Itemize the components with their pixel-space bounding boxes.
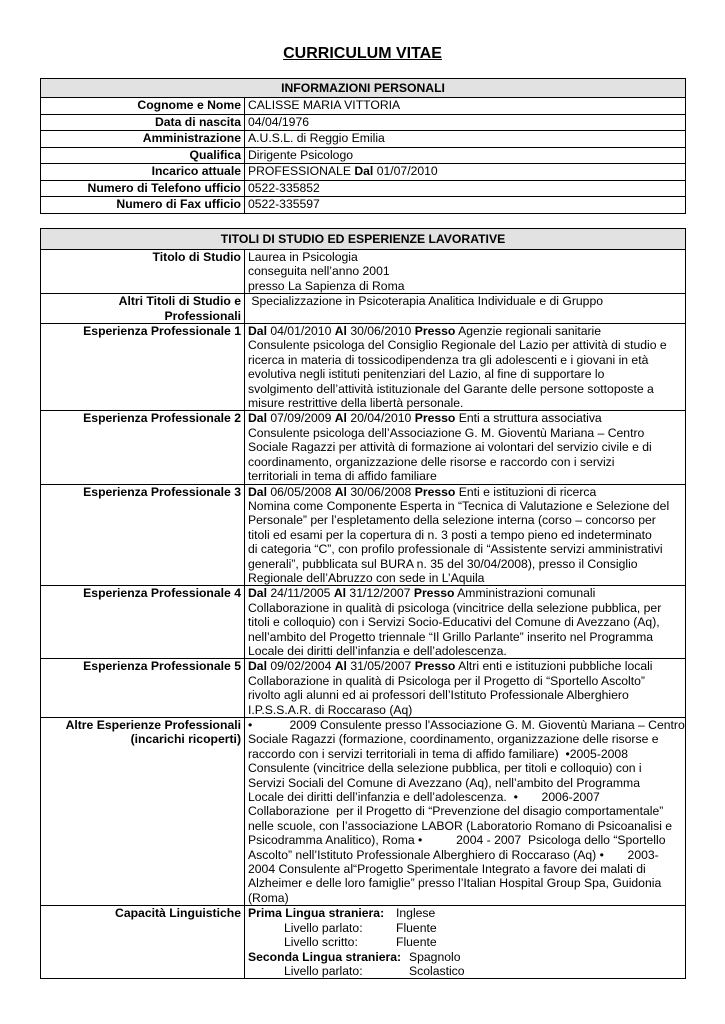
text-segment: Agenzie regionali sanitarie bbox=[455, 324, 602, 339]
label-line: Amministrazione bbox=[142, 131, 241, 145]
row-value bbox=[245, 98, 686, 115]
value-line bbox=[248, 455, 682, 469]
value-line bbox=[248, 601, 682, 615]
row-label bbox=[41, 180, 245, 197]
value-line bbox=[248, 819, 682, 833]
row-label bbox=[41, 114, 245, 131]
text-segment: Collaborazione per il Progetto di “Prevenzione del disagio comportamentale” bbox=[248, 804, 664, 819]
text-segment: 30/06/2010 bbox=[346, 324, 415, 339]
bold-text-segment: Al bbox=[334, 659, 347, 674]
value-line bbox=[248, 98, 682, 114]
text-segment: Specializzazione in Psicoterapia Analitica Individuale e di Gruppo bbox=[248, 294, 604, 309]
label-line: Titolo di Studio bbox=[152, 250, 241, 264]
value-line bbox=[248, 469, 682, 483]
text-segment: territoriali in tema di affido familiare bbox=[248, 469, 437, 484]
personal-info-rows bbox=[41, 98, 686, 214]
row-value bbox=[245, 114, 686, 131]
value-line bbox=[248, 197, 682, 213]
bold-text-segment: Dal bbox=[248, 484, 267, 499]
text-segment: Enti a struttura associativa bbox=[455, 411, 602, 426]
text-segment: rivolto agli alunni ed ai professori dell’Istituto Professionale Alberghiero bbox=[248, 688, 629, 703]
bold-text-segment: Dal bbox=[248, 659, 267, 674]
language-level-line bbox=[248, 964, 682, 978]
row-value bbox=[245, 484, 686, 586]
row-value bbox=[245, 180, 686, 197]
row-value bbox=[245, 197, 686, 214]
value-line bbox=[248, 264, 682, 278]
row-data-di-nascita bbox=[41, 114, 686, 131]
text-segment: 07/09/2009 bbox=[266, 411, 335, 426]
text-segment: Psicodramma Analitico), Roma • 2004 - 2007 Psicologa dello “Sportello bbox=[248, 833, 666, 848]
bold-text-segment: Presso bbox=[414, 324, 456, 339]
bold-text-segment: Presso bbox=[413, 586, 455, 601]
value-line bbox=[248, 485, 682, 499]
value-line bbox=[248, 659, 682, 673]
row-label bbox=[41, 484, 245, 586]
row-capacita-linguistiche bbox=[41, 906, 686, 979]
value-line bbox=[248, 440, 682, 454]
text-segment: 24/11/2005 bbox=[266, 586, 334, 601]
label-line: Cognome e Nome bbox=[137, 98, 241, 112]
label-line: Altri Titoli di Studio e bbox=[118, 294, 241, 309]
label-line: Incarico attuale bbox=[151, 164, 241, 178]
row-titolo-di-studio bbox=[41, 250, 686, 294]
row-label bbox=[41, 294, 245, 324]
text-segment: ricerca in materia di tossicodipendenza tra gli adolescenti e i giovani in età bbox=[248, 352, 649, 367]
text-segment: coordinamento, organizzazione delle risorse e raccordo con i servizi bbox=[248, 454, 615, 469]
value-line bbox=[248, 615, 682, 629]
row-amministrazione bbox=[41, 131, 686, 148]
row-label bbox=[41, 164, 245, 181]
text-segment: titoli e colloquio) con i Servizi Socio-Educativi del Comune di Avezzano (Aq), bbox=[248, 615, 660, 630]
row-esperienza-professionale-2 bbox=[41, 411, 686, 484]
row-value bbox=[245, 324, 686, 411]
text-segment: (Roma) bbox=[248, 890, 289, 905]
value-line bbox=[248, 674, 682, 688]
text-segment: Consulente psicologa del Consiglio Regionale del Lazio per attività di studio e bbox=[248, 338, 667, 353]
bold-text-segment: Presso bbox=[414, 484, 456, 499]
row-label bbox=[41, 250, 245, 294]
value-line bbox=[248, 862, 682, 876]
text-segment: raccordo con i servizi territoriali in tema di affido familiare) •2005-2008 bbox=[248, 746, 628, 761]
row-incarico-attuale bbox=[41, 164, 686, 181]
value-line bbox=[248, 586, 682, 600]
value-line bbox=[248, 528, 682, 542]
row-label bbox=[41, 147, 245, 164]
bold-text-segment: Dal bbox=[248, 411, 267, 426]
value-line bbox=[248, 761, 682, 775]
language-title-line bbox=[248, 906, 682, 920]
value-line bbox=[248, 411, 682, 425]
row-numero-di-telefono-ufficio bbox=[41, 180, 686, 197]
value-line bbox=[248, 164, 682, 180]
bold-text-segment: Dal bbox=[248, 586, 267, 601]
education-experience-header: TITOLI DI STUDIO ED ESPERIENZE LAVORATIVE bbox=[41, 229, 686, 250]
value-line bbox=[248, 688, 682, 702]
page-title: CURRICULUM VITAE bbox=[283, 45, 442, 62]
value-line bbox=[248, 630, 682, 644]
text-segment: Amministrazioni comunali bbox=[454, 586, 596, 601]
value-line bbox=[248, 324, 682, 338]
label-line: Numero di Fax ufficio bbox=[116, 197, 241, 211]
education-experience-rows bbox=[41, 250, 686, 979]
row-esperienza-professionale-1 bbox=[41, 324, 686, 411]
text-segment: 31/05/2007 bbox=[346, 659, 415, 674]
text-segment: CALISSE MARIA VITTORIA bbox=[248, 98, 401, 112]
personal-info-header: INFORMAZIONI PERSONALI bbox=[41, 79, 686, 98]
language-block bbox=[248, 950, 682, 979]
row-label bbox=[41, 718, 245, 906]
text-segment: Enti e istituzioni di ricerca bbox=[455, 484, 597, 499]
value-line bbox=[248, 499, 682, 513]
text-segment: Personale” per l’espletamento della selezione interna (corso – concorso per bbox=[248, 513, 656, 528]
language-level-line bbox=[248, 935, 682, 949]
level-value: Fluente bbox=[396, 935, 437, 950]
text-segment: 06/05/2008 bbox=[266, 484, 335, 499]
label-line: Qualifica bbox=[189, 147, 241, 162]
language-block bbox=[248, 906, 682, 949]
row-value bbox=[245, 131, 686, 148]
bold-text-segment: Dal bbox=[248, 324, 267, 339]
table-header-row bbox=[41, 229, 686, 250]
text-segment: Laurea in Psicologia bbox=[248, 250, 358, 264]
value-line bbox=[248, 367, 682, 381]
text-segment: generali”, pubblicata sul BURA n. 35 del 30/04/2008), presso il Consiglio bbox=[248, 556, 638, 571]
value-line bbox=[248, 876, 682, 890]
text-segment: A.U.S.L. di Reggio Emilia bbox=[248, 131, 385, 145]
row-value bbox=[245, 294, 686, 324]
value-line bbox=[248, 776, 682, 790]
row-value bbox=[245, 147, 686, 164]
label-line: Altre Esperienze Professionali bbox=[65, 718, 241, 732]
language-level-line bbox=[248, 921, 682, 935]
row-value bbox=[245, 411, 686, 484]
row-altre-esperienze-professionali-incarichi-ricoperti bbox=[41, 718, 686, 906]
label-line: Professionali bbox=[164, 308, 241, 323]
row-value bbox=[245, 659, 686, 718]
text-segment: Nomina come Componente Esperta in “Tecnica di Valutazione e Selezione del bbox=[248, 498, 670, 513]
row-label bbox=[41, 411, 245, 484]
text-segment: Locale dei diritti dell’infanzia e dell’adolescenza. bbox=[248, 643, 507, 658]
value-line bbox=[248, 115, 682, 131]
row-value bbox=[245, 250, 686, 294]
bold-text-segment: Dal bbox=[354, 164, 374, 178]
personal-info-table bbox=[40, 78, 686, 214]
text-segment: titoli ed esami per la copertura di n. 3 posti a tempo pieno ed indeterminato bbox=[248, 527, 652, 542]
language-name: Inglese bbox=[396, 906, 436, 921]
label-line: Esperienza Professionale 2 bbox=[83, 411, 241, 426]
text-segment: PROFESSIONALE bbox=[248, 164, 355, 178]
row-label bbox=[41, 586, 245, 659]
education-experience-table bbox=[40, 228, 686, 979]
label-line: (incarichi ricoperti) bbox=[130, 732, 241, 747]
label-line: Esperienza Professionale 1 bbox=[83, 324, 241, 339]
row-label bbox=[41, 197, 245, 214]
text-segment: 0522-335597 bbox=[248, 197, 320, 211]
row-qualifica bbox=[41, 147, 686, 164]
value-line bbox=[248, 382, 682, 396]
value-line bbox=[248, 732, 682, 746]
value-line bbox=[248, 338, 682, 352]
value-line bbox=[248, 131, 682, 147]
value-line bbox=[248, 718, 685, 732]
row-numero-di-fax-ufficio bbox=[41, 197, 686, 214]
level-label: Livello scritto: bbox=[284, 935, 358, 950]
text-segment: • 2009 Consulente presso l'Associazione G. M. Gioventù Mariana – Centro bbox=[248, 718, 685, 732]
text-segment: Alzheimer e delle loro famiglie” presso l’Italian Hospital Group Spa, Guidonia bbox=[248, 876, 662, 891]
text-segment: Consulente psicologa dell’Associazione G. M. Gioventù Mariana – Centro bbox=[248, 425, 645, 440]
level-value: Scolastico bbox=[409, 963, 465, 978]
value-line bbox=[248, 833, 682, 847]
text-segment: conseguita nell’anno 2001 bbox=[248, 264, 390, 279]
bold-text-segment: Al bbox=[334, 411, 347, 426]
value-line bbox=[248, 513, 682, 527]
value-line bbox=[248, 644, 682, 658]
language-name: Spagnolo bbox=[409, 949, 461, 964]
bold-text-segment: Al bbox=[334, 484, 347, 499]
text-segment: nell’ambito del Progetto triennale “Il Grillo Parlante” inserito nel Programma bbox=[248, 629, 654, 644]
row-value bbox=[245, 164, 686, 181]
language-title-line bbox=[248, 950, 682, 964]
value-line bbox=[248, 181, 682, 197]
value-line bbox=[248, 294, 682, 308]
text-segment: nelle scuole, con l’associazione LABOR (Laboratorio Romano di Psicoanalisi e bbox=[248, 818, 673, 833]
label-line: Numero di Telefono ufficio bbox=[87, 180, 241, 195]
bold-text-segment: Presso bbox=[414, 411, 456, 426]
value-line bbox=[248, 353, 682, 367]
text-segment: 20/04/2010 bbox=[346, 411, 415, 426]
value-line bbox=[248, 747, 682, 761]
value-line bbox=[248, 571, 682, 585]
table-header-row bbox=[41, 79, 686, 98]
text-segment: 0522-335852 bbox=[248, 180, 320, 195]
text-segment: presso La Sapienza di Roma bbox=[248, 278, 405, 293]
text-segment: 04/04/1976 bbox=[248, 114, 309, 129]
row-label bbox=[41, 906, 245, 979]
value-line bbox=[248, 148, 682, 164]
row-value bbox=[245, 586, 686, 659]
value-line bbox=[248, 557, 682, 571]
text-segment: evolutiva negli istituti penitenziari del Lazio, al fine di supportare lo bbox=[248, 367, 605, 382]
text-segment: Collaborazione in qualità di Psicologa per il Progetto di “Sportello Ascolto” bbox=[248, 673, 645, 688]
row-value bbox=[245, 906, 686, 979]
value-line bbox=[248, 804, 682, 818]
text-segment: 31/12/2007 bbox=[346, 586, 414, 601]
level-value: Fluente bbox=[396, 920, 437, 935]
label-line: Esperienza Professionale 4 bbox=[83, 586, 241, 601]
text-segment: 01/07/2010 bbox=[373, 164, 438, 178]
text-segment: misure restrittive della libertà personale. bbox=[248, 396, 464, 411]
value-line bbox=[248, 250, 682, 264]
text-segment: Locale dei diritti dell’infanzia e dell’adolescenza. • 2006-2007 bbox=[248, 790, 600, 805]
value-line bbox=[248, 396, 682, 410]
row-label bbox=[41, 131, 245, 148]
text-segment: Regionale dell’Abruzzo con sede in L’Aquila bbox=[248, 570, 485, 585]
text-segment: Sociale Ragazzi per attività di formazione ai volontari del servizio civile e di bbox=[248, 440, 652, 455]
text-segment: di categoria “C”, con profilo professionale di “Assistente servizi amministrativi bbox=[248, 542, 663, 557]
text-segment: Altri enti e istituzioni pubbliche locali bbox=[455, 659, 653, 674]
value-line bbox=[248, 542, 682, 556]
value-line bbox=[248, 790, 682, 804]
text-segment: 30/06/2008 bbox=[346, 484, 415, 499]
row-esperienza-professionale-5 bbox=[41, 659, 686, 718]
text-segment: Consulente (vincitrice della selezione pubblica, per titoli e colloquio) con i bbox=[248, 761, 642, 776]
text-segment: 04/01/2010 bbox=[266, 324, 335, 339]
value-line bbox=[248, 279, 682, 293]
text-segment: Collaborazione in qualità di psicologa (vincitrice della selezione pubblica, per bbox=[248, 600, 662, 615]
row-cognome-e-nome bbox=[41, 98, 686, 115]
language-title: Seconda Lingua straniera: bbox=[248, 949, 402, 964]
text-segment: Servizi Sociali del Comune di Avezzano (Aq), nell’ambito del Programma bbox=[248, 775, 640, 790]
text-segment: 2004 Consulente al“Progetto Sperimentale Integrato a favore dei malati di bbox=[248, 862, 646, 877]
bold-text-segment: Presso bbox=[414, 659, 456, 674]
row-value bbox=[245, 718, 686, 906]
value-line bbox=[248, 703, 682, 717]
text-segment: Ascolto” nell’Istituto Professionale Alberghiero di Roccaraso (Aq) • 2003- bbox=[248, 847, 659, 862]
value-line bbox=[248, 848, 682, 862]
row-esperienza-professionale-3 bbox=[41, 484, 686, 586]
bold-text-segment: Al bbox=[334, 324, 347, 339]
row-altri-titoli-di-studio-e-professionali bbox=[41, 294, 686, 324]
row-label bbox=[41, 98, 245, 115]
label-line: Esperienza Professionale 3 bbox=[83, 484, 241, 499]
language-title: Prima Lingua straniera: bbox=[248, 906, 385, 921]
text-segment: svolgimento dell’attività istituzionale del Garante delle persone sottoposte a bbox=[248, 381, 654, 396]
value-line bbox=[248, 891, 682, 905]
row-esperienza-professionale-4 bbox=[41, 586, 686, 659]
value-line bbox=[248, 426, 682, 440]
text-segment: 09/02/2004 bbox=[266, 659, 335, 674]
row-label bbox=[41, 659, 245, 718]
text-segment: I.P.S.S.A.R. di Roccaraso (Aq) bbox=[248, 702, 413, 717]
level-label: Livello parlato: bbox=[284, 920, 363, 935]
bold-text-segment: Al bbox=[333, 586, 347, 601]
label-line: Data di nascita bbox=[154, 114, 241, 129]
level-label: Livello parlato: bbox=[284, 963, 363, 978]
label-line: Esperienza Professionale 5 bbox=[83, 659, 241, 674]
text-segment: Sociale Ragazzi (formazione, coordinamento, organizzazione delle risorse e bbox=[248, 732, 659, 747]
text-segment: Dirigente Psicologo bbox=[248, 147, 354, 162]
row-label bbox=[41, 324, 245, 411]
label-line: Capacità Linguistiche bbox=[115, 906, 241, 921]
